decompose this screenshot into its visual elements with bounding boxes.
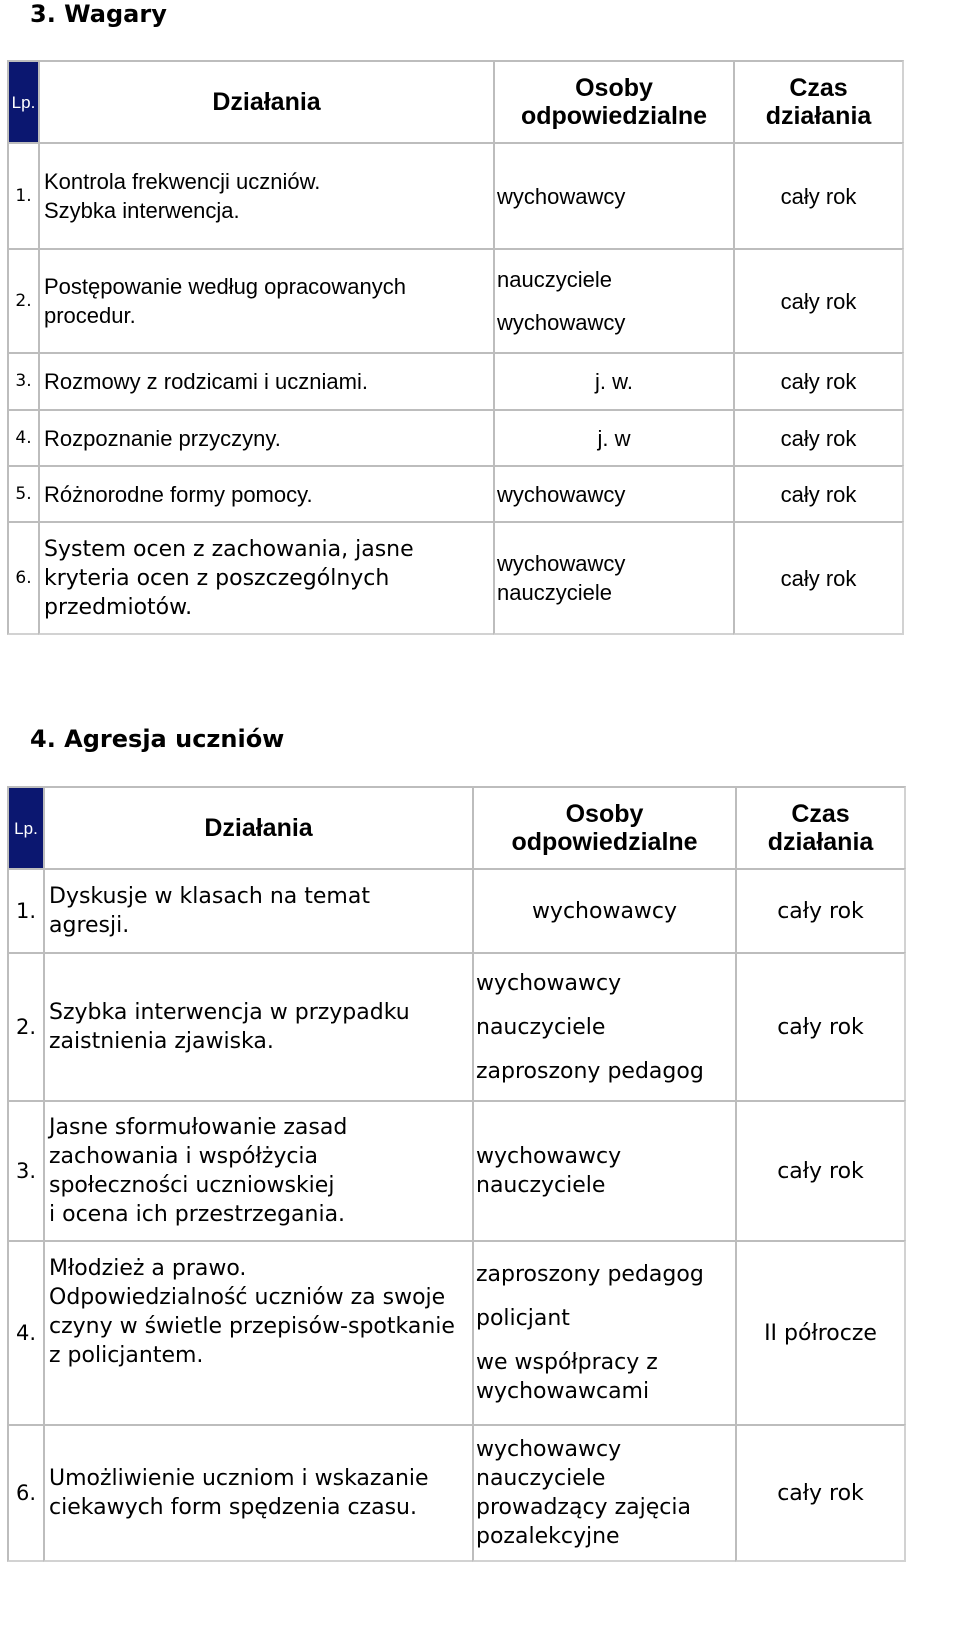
row-time: cały rok (733, 248, 904, 354)
row-lp: 3. (7, 1100, 45, 1242)
row-lp: 2. (7, 952, 45, 1102)
header-time: Czas działania (735, 786, 906, 870)
row-action: System ocen z zachowania, jasne kryteria ocen z poszczególnych przedmiotów. (38, 521, 495, 635)
row-lp: 5. (7, 465, 40, 523)
row-responsible: wychowawcy nauczyciele (472, 1100, 737, 1242)
row-time: cały rok (735, 1100, 906, 1242)
row-time: cały rok (733, 142, 904, 250)
row-responsible: wychowawcy (493, 142, 735, 250)
row-lp: 1. (7, 142, 40, 250)
header-lp: Lp. (7, 786, 45, 870)
row-lp: 6. (7, 521, 40, 635)
row-action: Szybka interwencja w przypadku zaistnienia zjawiska. (43, 952, 474, 1102)
row-lp: 4. (7, 409, 40, 467)
row-action: Różnorodne formy pomocy. (38, 465, 495, 523)
row-time: cały rok (735, 952, 906, 1102)
row-time: II półrocze (735, 1240, 906, 1426)
row-responsible: wychowawcy nauczyciele prowadzący zajęcia pozalekcyjne (472, 1424, 737, 1562)
row-responsible: wychowawcy nauczyciele (493, 521, 735, 635)
row-responsible: wychowawcy (493, 465, 735, 523)
header-lp: Lp. (7, 60, 40, 144)
row-action: Kontrola frekwencji uczniów. Szybka interwencja. (38, 142, 495, 250)
row-time: cały rok (733, 521, 904, 635)
row-time: cały rok (735, 1424, 906, 1562)
header-responsible: Osoby odpowiedzialne (472, 786, 737, 870)
header-time: Czas działania (733, 60, 904, 144)
section-4-title: 4. Agresja uczniów (30, 725, 285, 753)
row-lp: 3. (7, 352, 40, 411)
row-time: cały rok (733, 409, 904, 467)
row-responsible: nauczyciele wychowawcy (493, 248, 735, 354)
row-time: cały rok (733, 465, 904, 523)
row-action: Postępowanie według opracowanych procedur. (38, 248, 495, 354)
row-action: Rozpoznanie przyczyny. (38, 409, 495, 467)
row-action: Dyskusje w klasach na temat agresji. (43, 868, 474, 954)
header-actions: Działania (43, 786, 474, 870)
row-action: Młodzież a prawo. Odpowiedzialność uczniów za swoje czyny w świetle przepisów-spotkanie z policjantem. (43, 1240, 474, 1426)
row-lp: 2. (7, 248, 40, 354)
row-time: cały rok (735, 868, 906, 954)
row-action: Jasne sformułowanie zasad zachowania i współżycia społeczności uczniowskiej i ocena ich przestrzegania. (43, 1100, 474, 1242)
row-responsible: j. w (493, 409, 735, 467)
row-action: Umożliwienie uczniom i wskazanie ciekawych form spędzenia czasu. (43, 1424, 474, 1562)
row-responsible: wychowawcy (472, 868, 737, 954)
header-actions: Działania (38, 60, 495, 144)
row-action: Rozmowy z rodzicami i uczniami. (38, 352, 495, 411)
row-responsible: j. w. (493, 352, 735, 411)
row-time: cały rok (733, 352, 904, 411)
row-responsible: wychowawcy nauczyciele zaproszony pedagog (472, 952, 737, 1102)
row-lp: 1. (7, 868, 45, 954)
row-lp: 6. (7, 1424, 45, 1562)
row-responsible: zaproszony pedagog policjant we współpracy z wychowawcami (472, 1240, 737, 1426)
header-responsible: Osoby odpowiedzialne (493, 60, 735, 144)
row-lp: 4. (7, 1240, 45, 1426)
section-3-title: 3. Wagary (30, 0, 167, 28)
